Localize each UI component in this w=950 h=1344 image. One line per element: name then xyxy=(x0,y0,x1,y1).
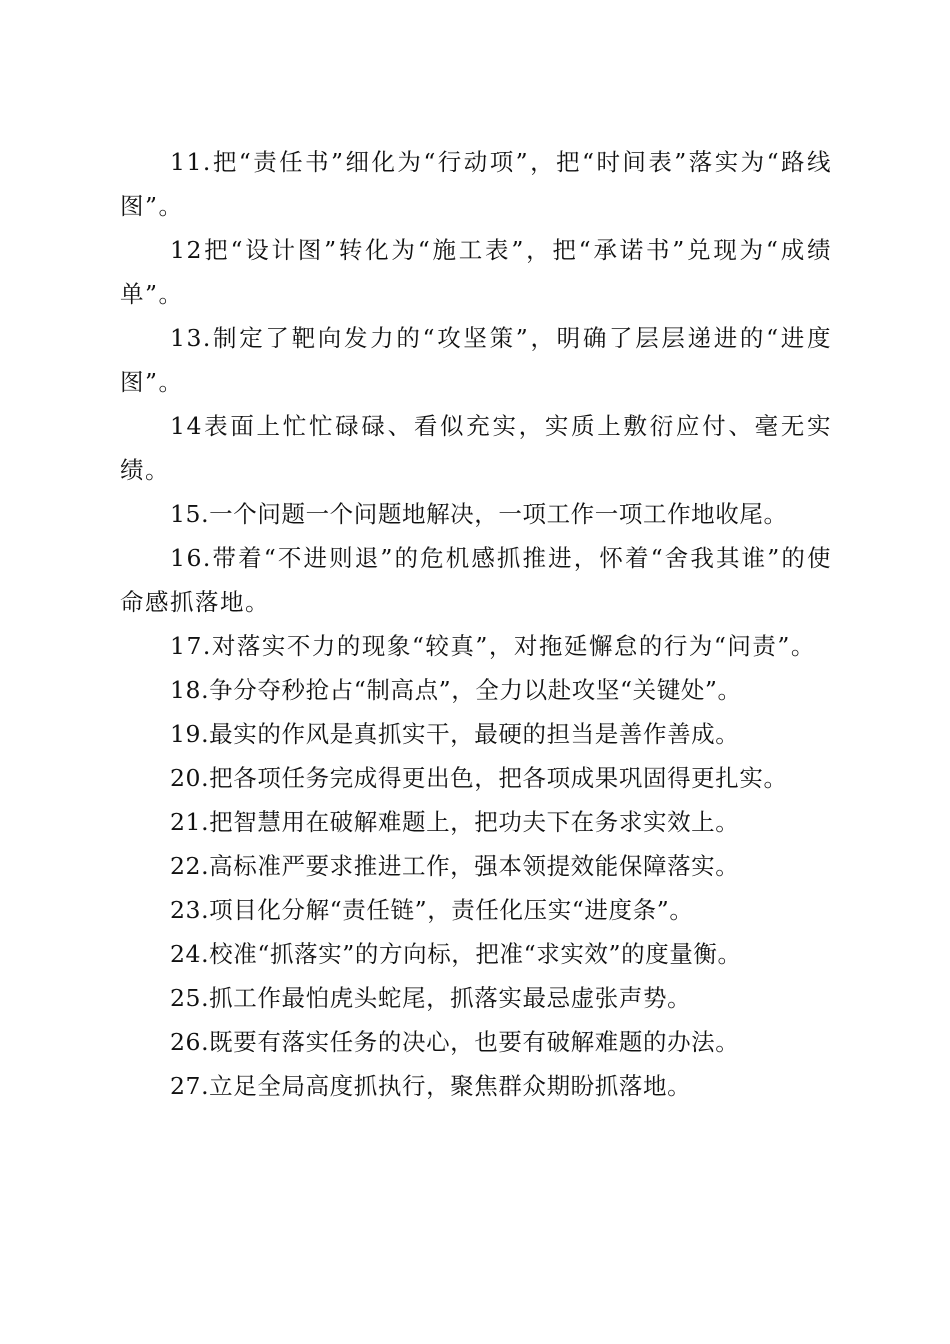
paragraph-23: 23.项目化分解“责任链”，责任化压实“进度条”。 xyxy=(170,896,694,924)
paragraph-20: 20.把各项任务完成得更出色，把各项成果巩固得更扎实。 xyxy=(170,764,788,792)
paragraph-26: 26.既要有落实任务的决心，也要有破解难题的办法。 xyxy=(170,1028,740,1056)
paragraph-17: 17.对落实不力的现象“较真”，对拖延懈怠的行为“问责”。 xyxy=(170,632,816,660)
paragraph-24: 24.校准“抓落实”的方向标，把准“求实效”的度量衡。 xyxy=(170,940,742,968)
paragraph-14: 14表面上忙忙碌碌、看似充实，实质上敷衍应付、毫无实绩。 xyxy=(120,412,832,484)
paragraph-27: 27.立足全局高度抓执行，聚焦群众期盼抓落地。 xyxy=(170,1072,692,1100)
paragraph-15: 15.一个问题一个问题地解决，一项工作一项工作地收尾。 xyxy=(170,500,788,528)
paragraph-21: 21.把智慧用在破解难题上，把功夫下在务求实效上。 xyxy=(170,808,740,836)
paragraph-18: 18.争分夺秒抢占“制高点”，全力以赴攻坚“关键处”。 xyxy=(170,676,742,704)
paragraph-11: 11.把“责任书”细化为“行动项”，把“时间表”落实为“路线图”。 xyxy=(120,148,832,220)
paragraph-25: 25.抓工作最怕虎头蛇尾，抓落实最忌虚张声势。 xyxy=(170,984,692,1012)
paragraph-16: 16.带着“不进则退”的危机感抓推进，怀着“舍我其谁”的使命感抓落地。 xyxy=(120,544,832,616)
paragraph-22: 22.高标准严要求推进工作，强本领提效能保障落实。 xyxy=(170,852,740,880)
document-body xyxy=(120,140,832,1108)
paragraph-12: 12把“设计图”转化为“施工表”，把“承诺书”兑现为“成绩单”。 xyxy=(120,236,832,308)
paragraph-13: 13.制定了靶向发力的“攻坚策”，明确了层层递进的“进度图”。 xyxy=(120,324,832,396)
paragraph-19: 19.最实的作风是真抓实干，最硬的担当是善作善成。 xyxy=(170,720,740,748)
